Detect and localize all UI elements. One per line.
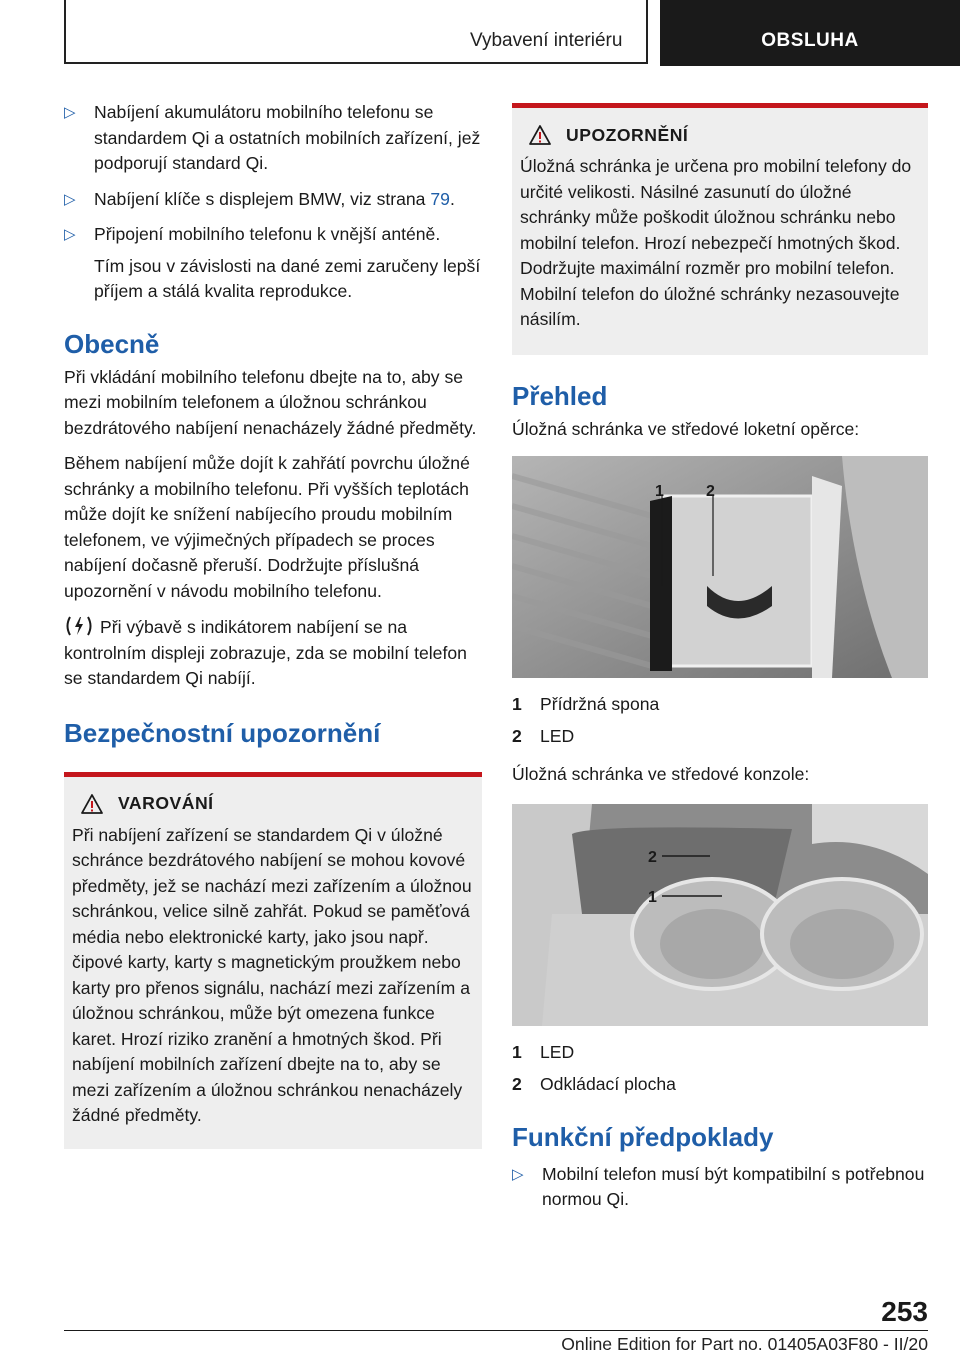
warning-text: Při nabíjení zařízení se standardem Qi v úložné schránce bezdrátového nabíjení se mohou kovové předměty, jež se nachází mezi zařízením a úložnou schránkou, velice silně zahřát. Pokud se paměťová média nebo elektronické karty, jako jsou např. čipové karty, karty s magnetickým proužkem nebo karty pro přenos signálu, nachází mezi zařízením a úložnou schránkou, může být omezena funkce karet. Hrozí riziko zranění a hmotných škod. Při nabíjení mobilních zařízení dbejte na to, aby se mezi zařízením a úložnou schránkou nenacházely žádné předměty. bbox=[72, 824, 472, 1125]
paragraph: Během nabíjení může dojít k zahřátí povrchu úložné schránky a mobilního telefonu. Při vyšších teplotách může dojít ke snížení nabíjecího proudu mobilním telefonem, ve výjimečných případech se proces nabíjení dočasně přeruší. Dodržujte příslušná upozornění v návodu mobilního telefonu. bbox=[64, 453, 470, 601]
footer-divider bbox=[64, 1330, 928, 1331]
heading-prerequisites: Funkční předpoklady bbox=[512, 1121, 774, 1152]
paragraph: Při vkládání mobilního telefonu dbejte na to, aby se mezi mobilním telefonem a úložnou schránkou bezdrátového nabíjení nenacházely žádné předměty. bbox=[64, 366, 477, 438]
bullet-triangle-icon: ▷ bbox=[64, 226, 76, 243]
legend-list bbox=[512, 1036, 928, 1100]
paragraph: Úložná schránka ve středové konzole: bbox=[512, 764, 810, 784]
bullet-note: Tím jsou v závislosti na dané zemi zaručeny lepší příjem a stálá kvalita reprodukce. bbox=[94, 255, 481, 301]
left-column bbox=[64, 100, 482, 1149]
list-item: ▷ Připojení mobilního telefonu k vnější anténě. bbox=[64, 222, 482, 248]
heading-safety: Bezpečnostní upozornění bbox=[64, 717, 381, 748]
warning-box bbox=[64, 772, 482, 1149]
callout-label: 2 bbox=[648, 848, 657, 866]
bullet-triangle-icon: ▷ bbox=[64, 104, 76, 121]
warning-triangle-icon bbox=[80, 793, 104, 815]
callout-label: 1 bbox=[655, 483, 664, 500]
console-storage-image bbox=[512, 804, 928, 1026]
legend-item: 1 Přídržná spona bbox=[512, 694, 660, 714]
notice-text: Úložná schránka je určena pro mobilní telefony do určité velikosti. Násilné zasunutí do úložné schránky může poškodit úložnou schránku nebo mobilní telefon. Hrozí nebezpečí hmotných škod. Dodržujte maximální rozměr pro mobilní telefon. Mobilní telefon do úložné schránky nezasouvejte násilím. bbox=[520, 156, 912, 329]
warning-title: VAROVÁNÍ bbox=[118, 793, 214, 813]
wireless-charging-icon bbox=[64, 614, 94, 638]
bullet-triangle-icon: ▷ bbox=[512, 1165, 524, 1183]
list-item: ▷ Nabíjení akumulátoru mobilního telefonu se standardem Qi a ostatních mobilních zařízení, jež podporují standard Qi. bbox=[64, 102, 481, 173]
notice-title: UPOZORNĚNÍ bbox=[566, 124, 689, 145]
paragraph: Úložná schránka ve středové loketní opěrce: bbox=[512, 418, 860, 439]
header-chapter-label: OBSLUHA bbox=[761, 30, 859, 51]
right-column bbox=[512, 103, 928, 1223]
notice-box bbox=[512, 103, 928, 355]
heading-overview: Přehled bbox=[512, 380, 608, 411]
heading-general: Obecně bbox=[64, 328, 160, 359]
armrest-storage-illustration bbox=[512, 456, 928, 678]
legend-item: 1 LED bbox=[512, 1041, 575, 1062]
footer-edition: Online Edition for Part no. 01405A03F80 - II/20 bbox=[561, 1334, 928, 1354]
warning-triangle-icon bbox=[528, 124, 552, 146]
armrest-storage-image bbox=[512, 456, 928, 678]
paragraph: Při výbavě s indikátorem nabíjení se na kontrolním displeji zobrazuje, zda se mobilní telefon se standardem Qi nabíjí. bbox=[64, 614, 482, 692]
legend-item: 2 LED bbox=[512, 726, 575, 746]
callout-label: 2 bbox=[706, 483, 715, 500]
callout-label: 1 bbox=[648, 888, 657, 906]
bullet-triangle-icon: ▷ bbox=[64, 190, 76, 208]
page-number: 253 bbox=[881, 1296, 928, 1327]
legend-item: 2 Odkládací plocha bbox=[512, 1073, 676, 1094]
page-link[interactable]: 79 bbox=[430, 188, 450, 209]
list-item: ▷ Nabíjení klíče s displejem BMW, viz strana 79. bbox=[64, 187, 482, 213]
console-storage-illustration bbox=[512, 804, 928, 1026]
list-item: ▷ Mobilní telefon musí být kompatibilní s potřebnou normou Qi. bbox=[512, 1163, 925, 1209]
header-chapter-tab[interactable] bbox=[660, 0, 960, 66]
legend-list bbox=[512, 688, 928, 752]
header-section-title: Vybavení interiéru bbox=[470, 30, 623, 51]
